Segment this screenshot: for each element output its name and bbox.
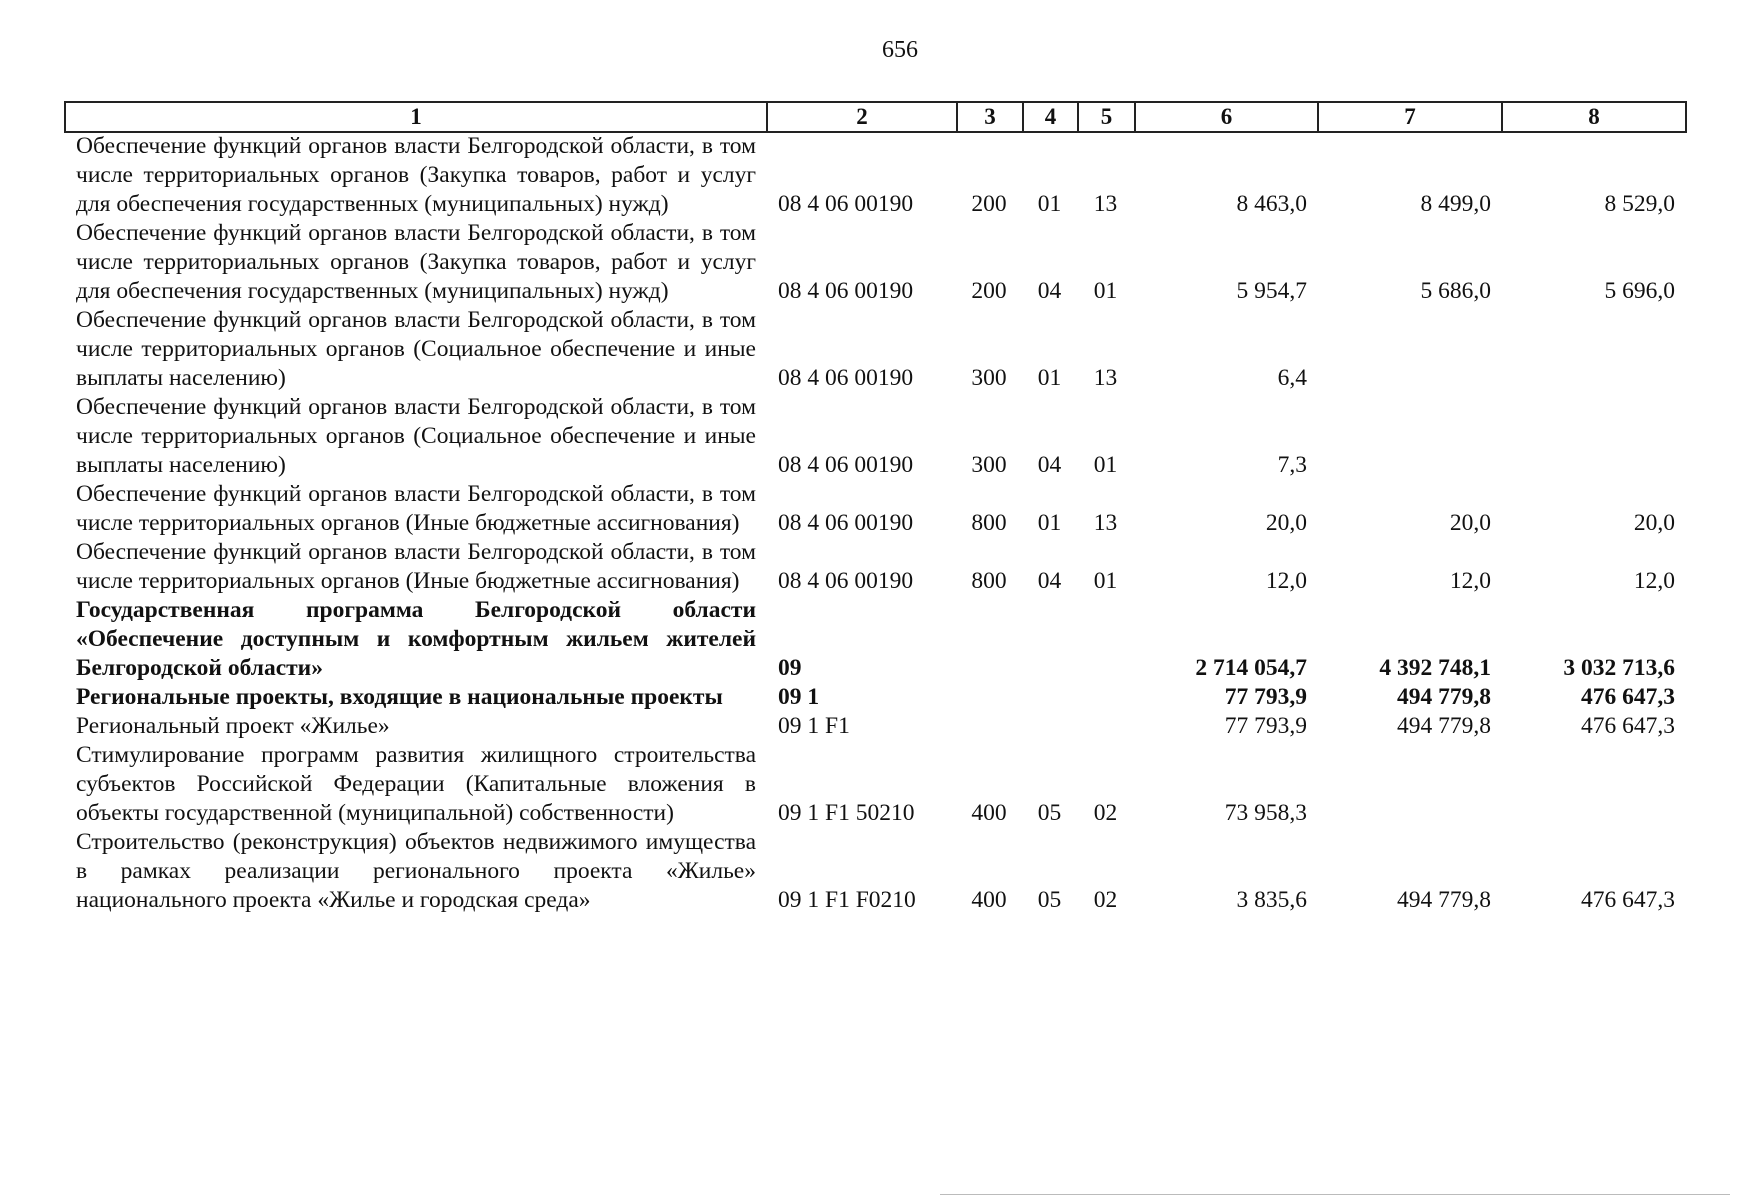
table-row	[64, 393, 1685, 480]
row-name: Обеспечение функций органов власти Белгородской области, в том числе территориальных органов (Иные бюджетные ассигнования)	[76, 539, 756, 594]
row-value-8	[1501, 393, 1685, 480]
row-pr: 01	[1093, 568, 1118, 594]
table-row	[64, 596, 1685, 683]
row-value-7: 494 779,8	[1397, 684, 1491, 710]
row-code: 08 4 06 00190	[778, 510, 914, 536]
row-rz	[1022, 683, 1077, 712]
row-rz: 01	[1037, 191, 1062, 217]
row-rz: 01	[1037, 365, 1062, 391]
row-value-8: 476 647,3	[1581, 684, 1675, 710]
row-code: 09	[778, 655, 802, 681]
row-code: 09 1 F1	[778, 713, 850, 739]
row-vr: 200	[971, 191, 1007, 217]
footer-rule	[940, 1194, 1730, 1195]
row-name: Обеспечение функций органов власти Белгородской области, в том числе территориальных органов (Иные бюджетные ассигнования)	[76, 481, 756, 536]
row-value-8: 8 529,0	[1604, 191, 1675, 217]
row-value-6: 6,4	[1277, 365, 1307, 391]
row-code: 08 4 06 00190	[778, 365, 914, 391]
row-rz: 05	[1037, 887, 1062, 913]
row-pr: 02	[1093, 800, 1118, 826]
table-body	[64, 132, 1685, 915]
row-vr: 400	[971, 800, 1007, 826]
column-header-2: 2	[767, 102, 957, 132]
row-name: Обеспечение функций органов власти Белгородской области, в том числе территориальных органов (Социальное обеспечение и иные выплаты населению)	[76, 307, 756, 391]
row-rz: 05	[1037, 800, 1062, 826]
row-rz: 01	[1037, 510, 1062, 536]
row-code: 09 1 F1 F0210	[778, 887, 916, 913]
row-value-6: 77 793,9	[1224, 684, 1307, 710]
row-value-6: 2 714 054,7	[1195, 655, 1307, 681]
row-code: 09 1 F1 50210	[778, 800, 915, 826]
row-pr	[1077, 712, 1134, 741]
row-pr	[1077, 683, 1134, 712]
row-vr: 300	[971, 452, 1007, 478]
row-code: 09 1	[778, 684, 820, 710]
row-code: 08 4 06 00190	[778, 568, 914, 594]
row-pr	[1077, 596, 1134, 683]
table-row	[64, 741, 1685, 828]
table-row	[64, 828, 1685, 915]
row-value-7: 12,0	[1449, 568, 1491, 594]
row-vr	[956, 712, 1022, 741]
row-pr: 13	[1093, 510, 1118, 536]
column-header-3: 3	[957, 102, 1023, 132]
row-value-7: 494 779,8	[1397, 713, 1491, 739]
row-value-7: 20,0	[1449, 510, 1491, 536]
row-value-8	[1501, 741, 1685, 828]
row-value-6: 12,0	[1265, 568, 1307, 594]
column-header-1: 1	[65, 102, 767, 132]
column-header-4: 4	[1023, 102, 1078, 132]
table-row	[64, 219, 1685, 306]
row-value-6: 3 835,6	[1236, 887, 1307, 913]
row-pr: 13	[1093, 365, 1118, 391]
row-name: Государственная программа Белгородской области «Обеспечение доступным и комфортным жильем жителей Белгородской области»	[76, 597, 756, 681]
row-code: 08 4 06 00190	[778, 191, 914, 217]
table-row	[64, 480, 1685, 538]
row-vr: 200	[971, 278, 1007, 304]
row-vr	[956, 683, 1022, 712]
row-value-8: 3 032 713,6	[1563, 655, 1675, 681]
row-value-6: 5 954,7	[1236, 278, 1307, 304]
row-name: Обеспечение функций органов власти Белгородской области, в том числе территориальных органов (Закупка товаров, работ и услуг для обеспечения государственных (муниципальных) нужд)	[76, 220, 756, 304]
column-header-8: 8	[1502, 102, 1686, 132]
table-header	[64, 101, 1687, 133]
row-rz: 04	[1037, 568, 1062, 594]
row-value-6: 77 793,9	[1224, 713, 1307, 739]
column-header-6: 6	[1135, 102, 1318, 132]
row-value-7	[1317, 393, 1501, 480]
row-rz	[1022, 712, 1077, 741]
table-row	[64, 538, 1685, 596]
row-value-8: 476 647,3	[1581, 887, 1675, 913]
table-row	[64, 306, 1685, 393]
row-vr	[956, 596, 1022, 683]
row-pr: 13	[1093, 191, 1118, 217]
row-pr: 01	[1093, 278, 1118, 304]
row-name: Стимулирование программ развития жилищного строительства субъектов Российской Федерации (Капитальные вложения в объекты государственной (муниципальной) собственности)	[76, 742, 756, 826]
row-name: Обеспечение функций органов власти Белгородской области, в том числе территориальных органов (Социальное обеспечение и иные выплаты населению)	[76, 394, 756, 478]
budget-table	[64, 132, 1685, 915]
row-code: 08 4 06 00190	[778, 278, 914, 304]
row-name: Строительство (реконструкция) объектов недвижимого имущества в рамках реализации регионального проекта «Жилье» национального проекта «Жилье и городская среда»	[76, 829, 756, 913]
table-row	[64, 683, 1685, 712]
row-value-8: 5 696,0	[1604, 278, 1675, 304]
row-vr: 800	[971, 510, 1007, 536]
column-header-7: 7	[1318, 102, 1502, 132]
row-value-7: 5 686,0	[1420, 278, 1491, 304]
row-value-6: 8 463,0	[1236, 191, 1307, 217]
row-value-7: 494 779,8	[1397, 887, 1491, 913]
row-value-6: 20,0	[1265, 510, 1307, 536]
row-name: Региональные проекты, входящие в национальные проекты	[76, 684, 723, 710]
table-row	[64, 132, 1685, 219]
column-header-5: 5	[1078, 102, 1135, 132]
row-vr: 800	[971, 568, 1007, 594]
row-value-8: 12,0	[1633, 568, 1675, 594]
row-value-6: 73 958,3	[1224, 800, 1307, 826]
page-number: 656	[882, 37, 918, 63]
row-vr: 300	[971, 365, 1007, 391]
row-pr: 02	[1093, 887, 1118, 913]
row-name: Региональный проект «Жилье»	[76, 713, 390, 739]
row-value-7: 4 392 748,1	[1379, 655, 1491, 681]
row-value-8: 20,0	[1633, 510, 1675, 536]
row-rz: 04	[1037, 278, 1062, 304]
row-code: 08 4 06 00190	[778, 452, 914, 478]
row-value-7: 8 499,0	[1420, 191, 1491, 217]
row-pr: 01	[1093, 452, 1118, 478]
table-row	[64, 712, 1685, 741]
row-value-8	[1501, 306, 1685, 393]
row-name: Обеспечение функций органов власти Белгородской области, в том числе территориальных органов (Закупка товаров, работ и услуг для обеспечения государственных (муниципальных) нужд)	[76, 133, 756, 217]
row-value-7	[1317, 741, 1501, 828]
row-value-7	[1317, 306, 1501, 393]
row-value-6: 7,3	[1277, 452, 1307, 478]
row-rz	[1022, 596, 1077, 683]
row-value-8: 476 647,3	[1581, 713, 1675, 739]
row-rz: 04	[1037, 452, 1062, 478]
row-vr: 400	[971, 887, 1007, 913]
